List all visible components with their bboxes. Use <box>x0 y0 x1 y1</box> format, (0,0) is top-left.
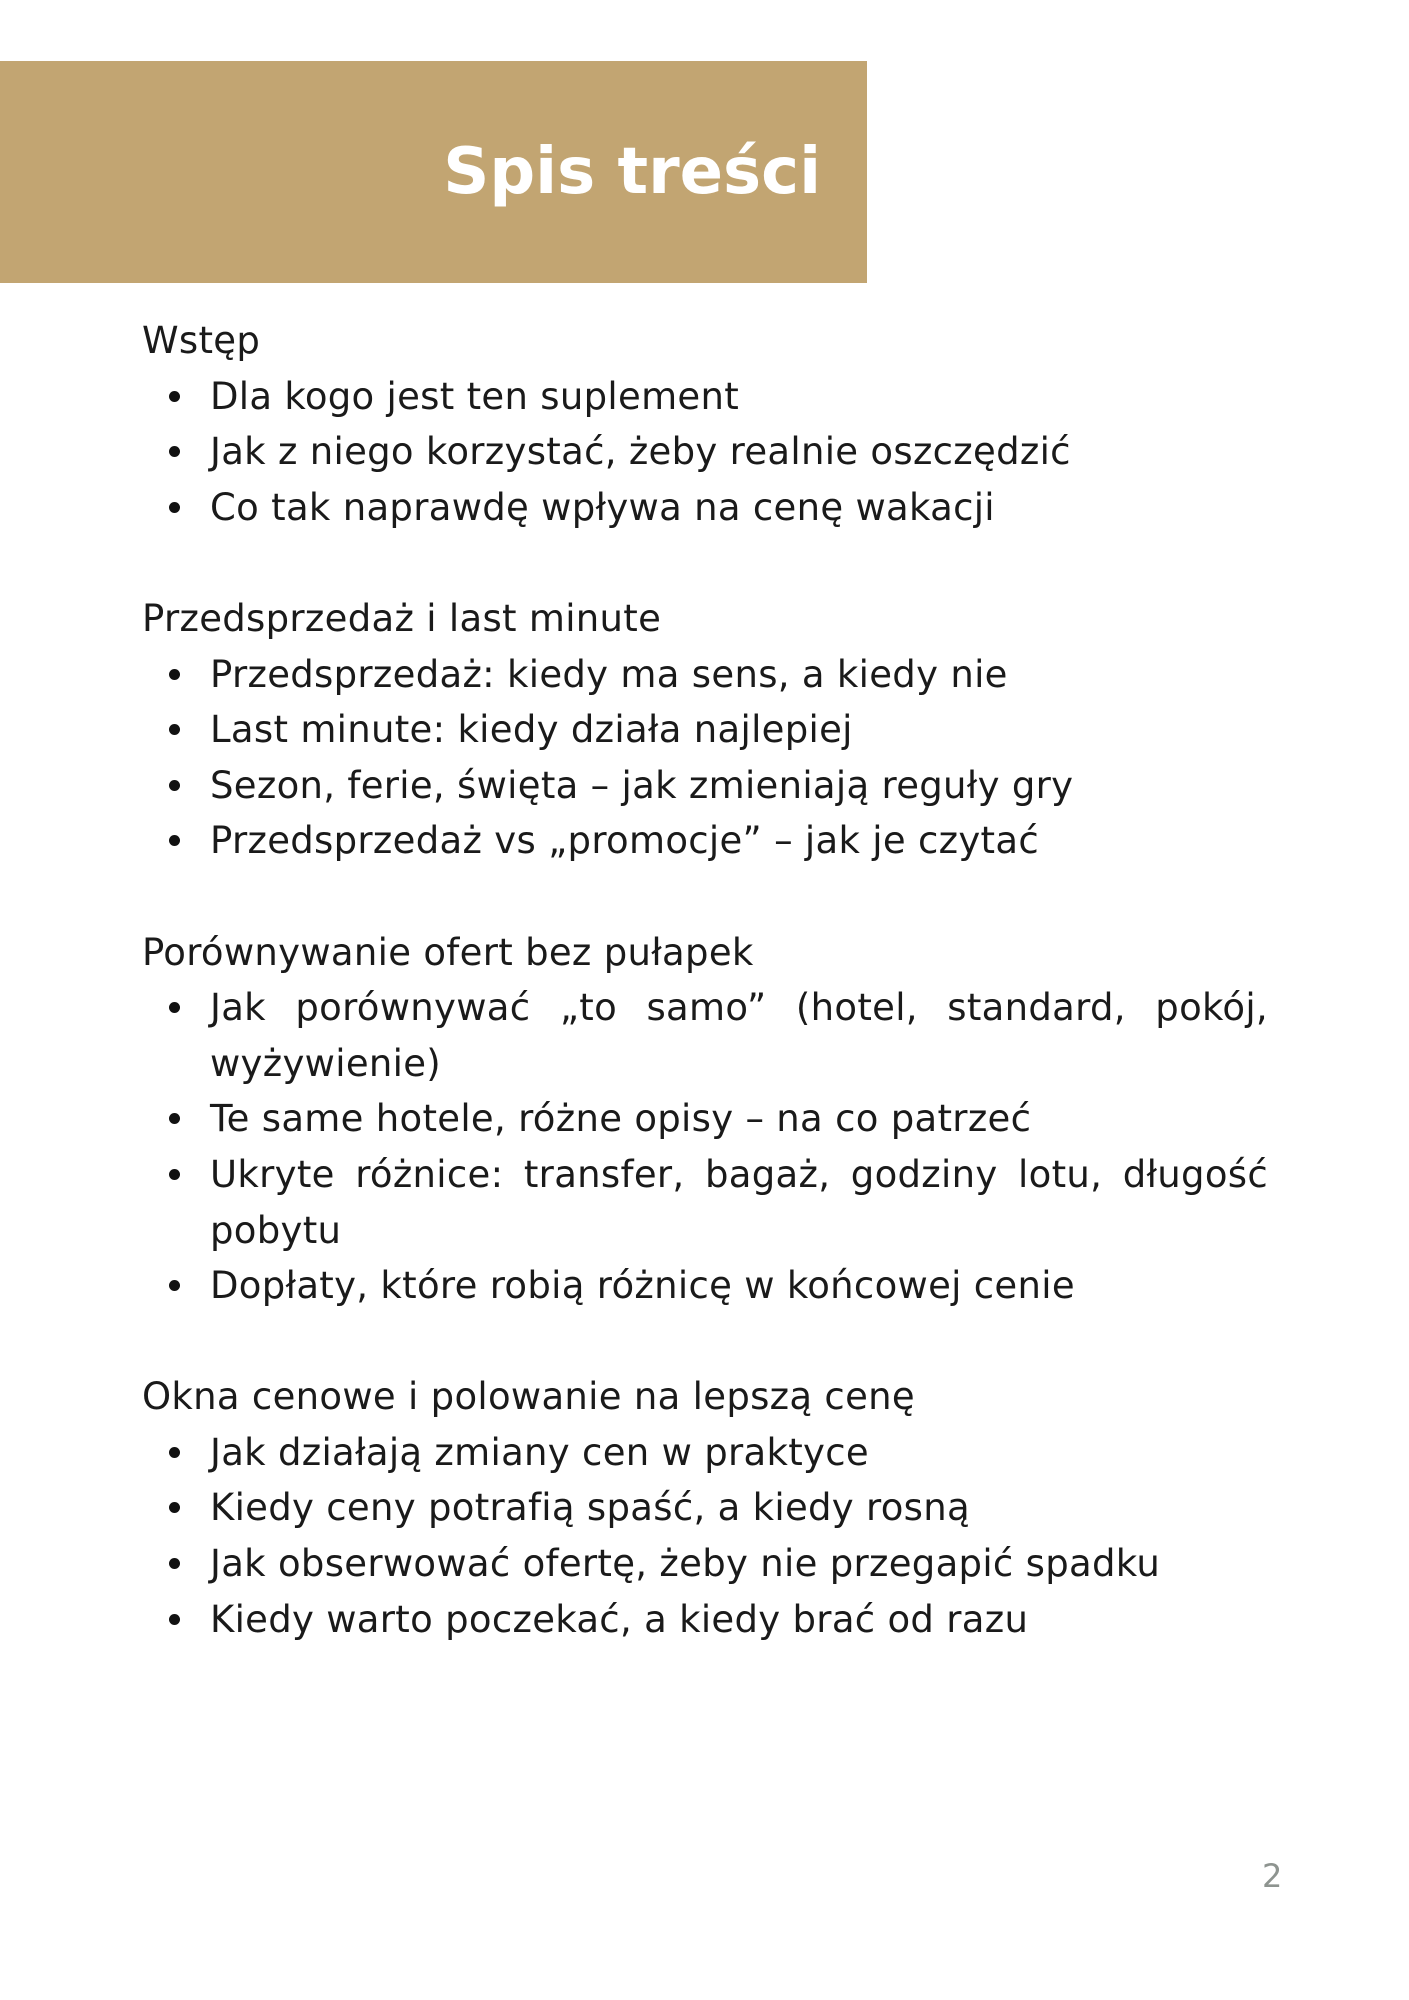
bullet-icon <box>169 1447 180 1458</box>
list-item-text: Sezon, ferie, święta – jak zmieniają reguły gry <box>210 763 1074 807</box>
page-title: Spis treści <box>443 135 821 209</box>
toc-section-price-windows <box>142 1369 1268 1647</box>
toc-section-presale <box>142 591 1268 869</box>
bullet-icon <box>169 1280 180 1291</box>
list-item <box>142 1480 1268 1536</box>
list-item <box>142 1258 1268 1314</box>
list-item-text: Co tak naprawdę wpływa na cenę wakacji <box>210 485 995 529</box>
list-item-text: Przedsprzedaż vs „promocje” – jak je czytać <box>210 819 1039 863</box>
section-items <box>142 980 1268 1314</box>
toc-section-intro <box>142 313 1268 535</box>
bullet-icon <box>169 446 180 457</box>
list-item <box>142 702 1268 758</box>
title-band <box>0 61 867 283</box>
bullet-icon <box>169 1502 180 1513</box>
list-item-text: Dla kogo jest ten suplement <box>210 374 740 418</box>
list-item <box>142 1536 1268 1592</box>
list-item <box>142 480 1268 536</box>
bullet-icon <box>169 391 180 402</box>
section-items <box>142 369 1268 536</box>
section-heading: Porównywanie ofert bez pułapek <box>142 930 754 974</box>
list-item-text: Jak porównywać „to samo” (hotel, standard, pokój, wyżywienie) <box>210 986 1268 1085</box>
list-item-text: Dopłaty, które robią różnicę w końcowej cenie <box>210 1264 1075 1308</box>
list-item-text: Jak działają zmiany cen w praktyce <box>210 1430 869 1474</box>
list-item-text: Te same hotele, różne opisy – na co patrzeć <box>210 1097 1032 1141</box>
bullet-icon <box>169 780 180 791</box>
list-item <box>142 1091 1268 1147</box>
bullet-icon <box>169 502 180 513</box>
table-of-contents <box>142 313 1268 1703</box>
section-heading: Wstęp <box>142 319 261 362</box>
list-item <box>142 1592 1268 1648</box>
bullet-icon <box>169 1169 180 1180</box>
list-item <box>142 813 1268 869</box>
list-item-text: Ukryte różnice: transfer, bagaż, godziny lotu, długość pobytu <box>210 1152 1268 1252</box>
list-item <box>142 1147 1268 1258</box>
bullet-icon <box>169 835 180 846</box>
bullet-icon <box>169 1113 180 1124</box>
list-item <box>142 980 1268 1091</box>
page-number: 2 <box>1262 1857 1283 1895</box>
list-item <box>142 647 1268 703</box>
list-item-text: Jak z niego korzystać, żeby realnie oszczędzić <box>210 430 1071 474</box>
list-item-text: Jak obserwować ofertę, żeby nie przegapić spadku <box>210 1542 1161 1586</box>
bullet-icon <box>169 669 180 680</box>
section-items <box>142 1425 1268 1647</box>
list-item-text: Kiedy ceny potrafią spaść, a kiedy rosną <box>210 1486 970 1530</box>
list-item-text: Kiedy warto poczekać, a kiedy brać od razu <box>210 1597 1029 1641</box>
bullet-icon <box>169 1558 180 1569</box>
section-heading: Okna cenowe i polowanie na lepszą cenę <box>142 1375 915 1419</box>
list-item <box>142 1425 1268 1481</box>
list-item <box>142 369 1268 425</box>
list-item-text: Przedsprzedaż: kiedy ma sens, a kiedy nie <box>210 652 1008 696</box>
list-item <box>142 424 1268 480</box>
list-item-text: Last minute: kiedy działa najlepiej <box>210 708 853 752</box>
bullet-icon <box>169 724 180 735</box>
section-heading: Przedsprzedaż i last minute <box>142 596 662 640</box>
bullet-icon <box>169 1614 180 1625</box>
bullet-icon <box>169 1002 180 1013</box>
list-item <box>142 758 1268 814</box>
section-items <box>142 647 1268 869</box>
toc-section-comparing <box>142 925 1268 1314</box>
